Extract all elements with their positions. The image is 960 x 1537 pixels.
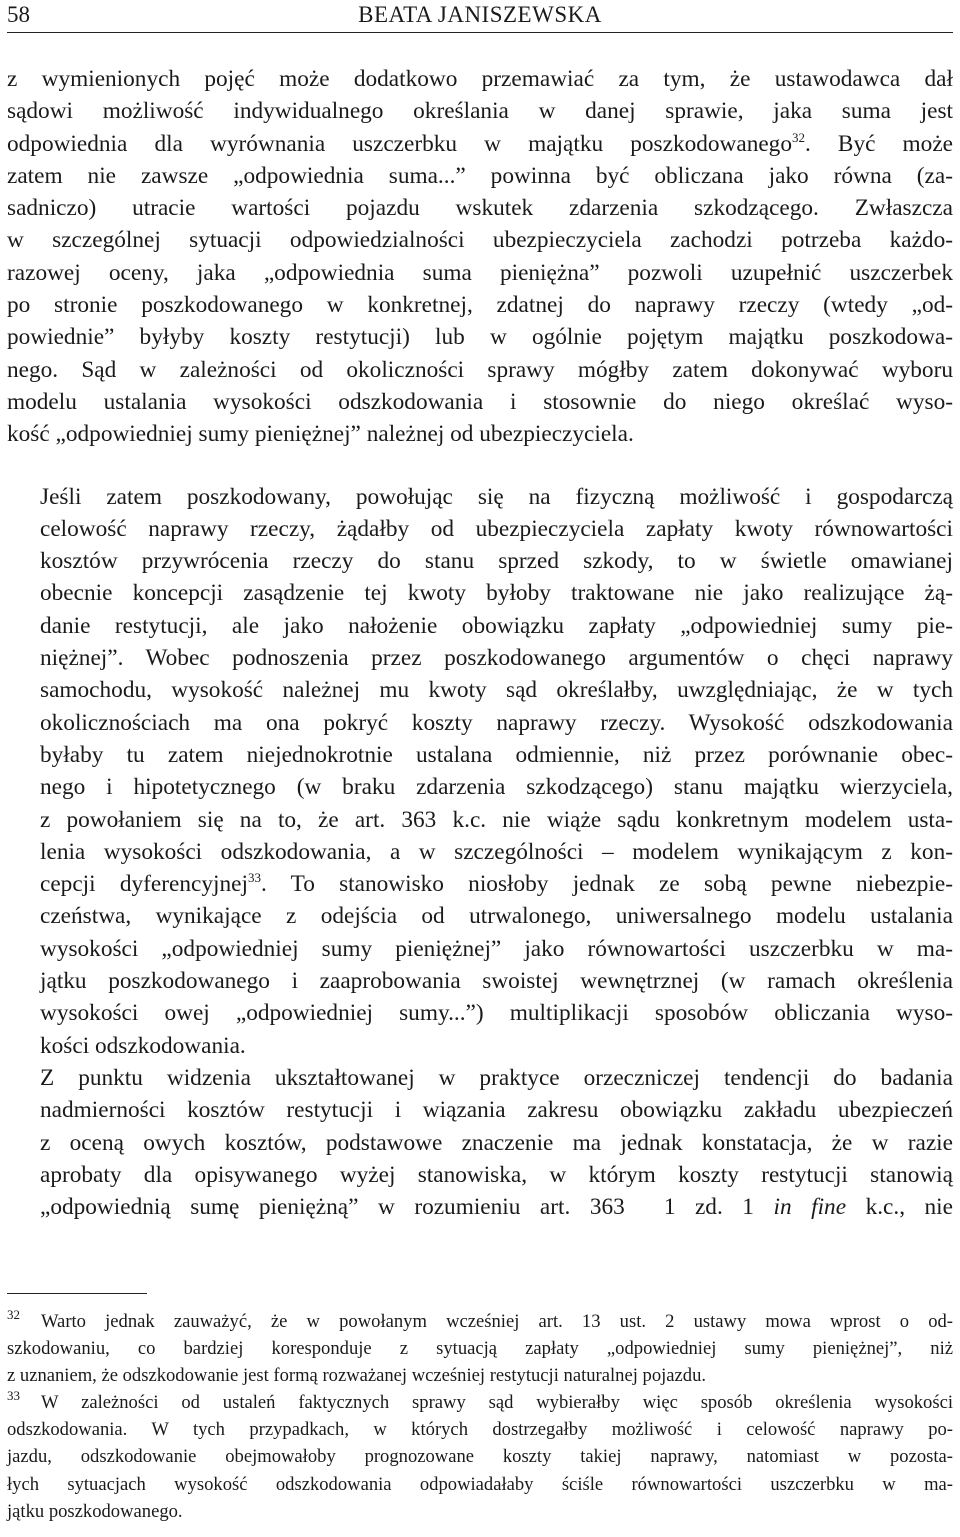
text-line: po stronie poszkodowanego w konkretnej, zdatnej do naprawy rzeczy (wtedy „od-: [7, 292, 953, 319]
text-line: „odpowiednią sumę pieniężną” w rozumieniu art. 363 1 zd. 1 in fine k.c., nie: [40, 1194, 953, 1221]
footnote-separator: [7, 1293, 147, 1294]
text-line: lenia wysokości odszkodowania, a w szczególności – modelem wynikającym z kon-: [40, 838, 953, 865]
text-line: wysokości owej „odpowiedniej sumy...”) multiplikacji sposobów obliczania wyso-: [40, 1000, 953, 1027]
text-line: samochodu, wysokość należnej mu kwoty sąd określałby, uwzględniając, że w tych: [40, 677, 953, 704]
body-text: [7, 63, 953, 1223]
text-line: wysokości „odpowiedniej sumy pieniężnej” jako równowartości uszczerbku w ma-: [40, 935, 953, 962]
text-line: w szczególnej sytuacji odpowiedzialności ubezpieczyciela zachodzi potrzeba każdo-: [7, 227, 953, 254]
text-line: Z punktu widzenia ukształtowanej w praktyce orzeczniczej tendencji do badania: [40, 1064, 953, 1091]
page-number: 58: [7, 2, 30, 27]
text-line: cepcji dyferencyjnej$^{33}$. To stanowisko niosłoby jednak ze sobą pewne niebezpie-: [40, 870, 953, 898]
running-head: BEATA JANISZEWSKA: [358, 2, 602, 27]
paragraph-3: [7, 1062, 953, 1223]
text-line: odpowiednia dla wyrównania uszczerbku w majątku poszkodowanego$^{32}$. Być może: [7, 129, 953, 157]
footnote-line: 33 W zależności od ustaleń faktycznych sprawy sąd wybierałby więc sposób określenia wysokości: [7, 1388, 953, 1414]
text-line: kości odszkodowania.: [40, 1032, 246, 1059]
footnotes: [7, 1308, 953, 1525]
italic-phrase: in fine: [773, 1194, 847, 1221]
text-line: okolicznościach ma ona pokryć koszty naprawy rzeczy. Wysokość odszkodowania: [40, 709, 953, 736]
text-line: razowej oceny, jaka „odpowiednia suma pieniężna” pozwoli uzupełnić uszczerbek: [7, 259, 953, 286]
text-line: kosztów przywrócenia rzeczy do stanu sprzed szkody, to w świetle omawianej: [40, 548, 953, 575]
footnote-line: jazdu, odszkodowanie obejmowałoby prognozowane koszty takiej naprawy, natomiast w pozosta-: [7, 1446, 953, 1468]
text-line: aprobaty dla opisywanego wyżej stanowiska, w którym koszty restytucji stanowią: [40, 1161, 953, 1188]
text-line: z powołaniem się na to, że art. 363 k.c. nie wiąże sądu konkretnym modelem usta-: [40, 806, 953, 833]
footnote-line: jątku poszkodowanego.: [7, 1500, 183, 1522]
text-line: nego. Sąd w zależności od okoliczności sprawy mógłby zatem dokonywać wyboru: [7, 356, 953, 383]
footnote-line: odszkodowania. W tych przypadkach, w których dostrzegałby możliwość i celowość naprawy po-: [7, 1419, 953, 1441]
page-header: [7, 2, 953, 33]
footnote-line: z uznaniem, że odszkodowanie jest formą rozważanej wcześniej restytucji naturalnej pojazdu.: [7, 1365, 707, 1387]
text-line: byłaby tu zatem niejednokrotnie ustalana odmiennie, niż przez porównanie obec-: [40, 741, 953, 768]
footnote-line: łych sytuacjach wysokość odszkodowania odpowiadałaby ściśle równowartości uszczerbku w ma-: [7, 1473, 953, 1495]
paragraph-1: [7, 63, 953, 451]
footnote-line: szkodowaniu, co bardziej koresponduje z sytuacją zapłaty „odpowiedniej sumy pieniężnej”, niż: [7, 1338, 953, 1360]
text-line: czeństwa, wynikające z odejścia od utrwalonego, uniwersalnego modelu ustalania: [40, 903, 953, 930]
paragraph-2: [7, 481, 953, 1062]
text-line: nego i hipotetycznego (w braku zdarzenia szkodzącego) stanu majątku wierzyciela,: [40, 774, 953, 801]
section-sign-glyph: [644, 1194, 664, 1220]
text-line: niężnej”. Wobec podnoszenia przez poszkodowanego argumentów o chęci naprawy: [40, 645, 953, 672]
text-line: obecnie koncepcji zasądzenie tej kwoty byłoby traktowane nie jako realizujące żą-: [40, 580, 953, 607]
footnote-ref-32: 32: [791, 129, 805, 145]
text-line: nadmierności kosztów restytucji i wiązania zakresu obowiązku zakładu ubezpieczeń: [40, 1097, 953, 1124]
text-line: celowość naprawy rzeczy, żądałby od ubezpieczyciela zapłaty kwoty równowartości: [40, 515, 953, 542]
footnote-ref-33: 33: [247, 870, 261, 886]
text-line: powiednie” byłyby koszty restytucji) lub w ogólnie pojętym majątku poszkodowa-: [7, 324, 953, 351]
footnote-32: [7, 1308, 953, 1389]
text-line: z wymienionych pojęć może dodatkowo przemawiać za tym, że ustawodawca dał: [7, 66, 953, 92]
text-line: z oceną owych kosztów, podstawowe znaczenie ma jednak konstatacja, że w razie: [40, 1129, 953, 1156]
text-line: jątku poszkodowanego i zaaprobowania swoistej wewnętrznej (w ramach określenia: [40, 968, 953, 995]
footnote-line: 32 Warto jednak zauważyć, że w powołanym wcześniej art. 13 ust. 2 ustawy mowa wprost o od-: [7, 1307, 953, 1332]
text-line: danie restytucji, ale jako nałożenie obowiązku zapłaty „odpowiedniej sumy pie-: [40, 612, 953, 639]
text-line: sądowi możliwość indywidualnego określania w danej sprawie, jaka suma jest: [7, 98, 953, 125]
text-line: modelu ustalania wysokości odszkodowania i stosownie do niego określać wyso-: [7, 388, 953, 415]
text-line: Jeśli zatem poszkodowany, powołując się na fizyczną możliwość i gospodarczą: [40, 483, 953, 510]
text-line: kość „odpowiedniej sumy pieniężnej” należnej od ubezpieczyciela.: [7, 421, 634, 448]
text-line: zatem nie zawsze „odpowiednia suma...” powinna być obliczana jako równa (za-: [7, 162, 953, 189]
text-line: sadniczo) utracie wartości pojazdu wskutek zdarzenia szkodzącego. Zwłaszcza: [7, 195, 953, 222]
footnote-33: [7, 1389, 953, 1524]
